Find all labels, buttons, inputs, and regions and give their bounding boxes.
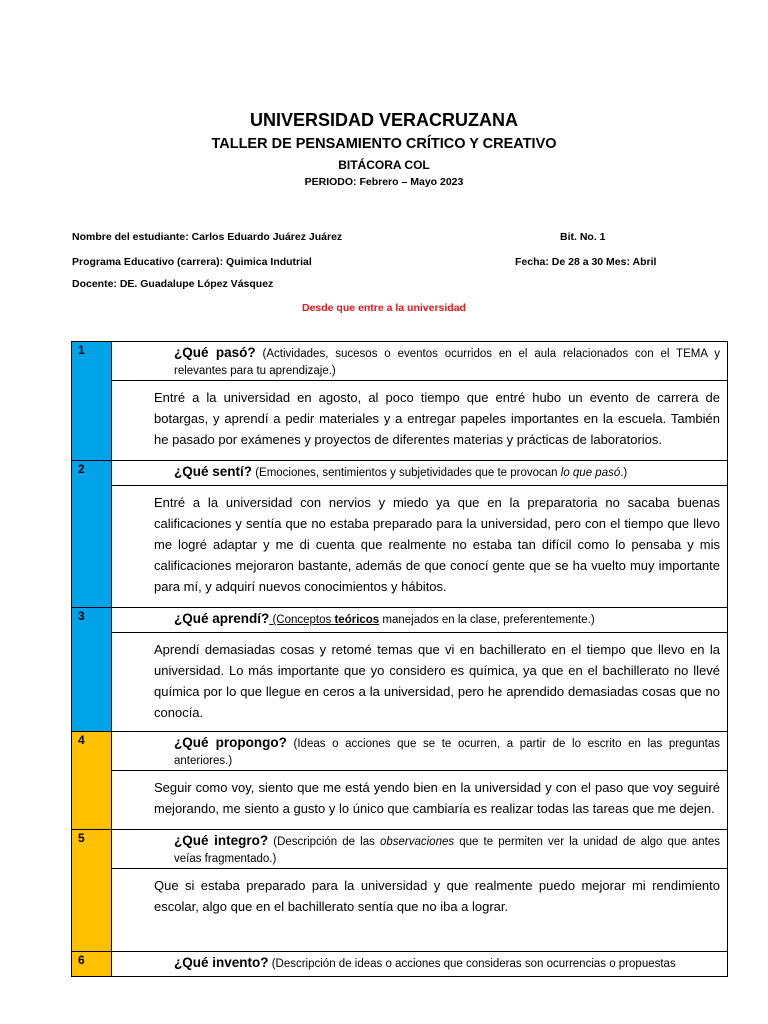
question-desc-emphasis: lo que pasó [560,467,621,479]
answer-cell [112,381,728,461]
question-title: ¿Qué propongo? [174,735,287,750]
answer-text: Que si estaba preparado para la universidad y que realmente puedo mejorar mi rendimiento escolar, algo que en el bachillerato sentía que no iba a lograr. [154,878,720,914]
question-cell [112,952,728,977]
row-number: 2 [72,461,112,608]
question-desc: (Ideas o acciones que se te ocurren, a partir de lo escrito en las preguntas anteriores.) [174,738,720,767]
table-row [72,342,728,381]
question-title: ¿Qué integro? [174,833,269,848]
log-title: BITÁCORA COL [338,158,430,172]
answer-text: Entré a la universidad en agosto, al poco tiempo que entré hubo un evento de carrera de botargas, y aprendí a pedir materiales y a entregar papeles importantes en la escuela. También he pasado por exámenes y proyectos de diferentes materias y prácticas de laboratorios. [154,390,720,447]
row-number: 3 [72,608,112,732]
university-title: UNIVERSIDAD VERACRUZANA [249,110,518,130]
row-number: 5 [72,830,112,952]
bit-number: Bit. No. 1 [560,231,606,243]
table-row [72,461,728,486]
date-label: Fecha: De 28 a 30 Mes: Abril [515,256,657,268]
question-title: ¿Qué invento? [174,955,269,970]
question-title: ¿Qué aprendí? [174,611,270,626]
row-number: 6 [72,952,112,977]
period-label: PERIODO: Febrero – Mayo 2023 [304,176,464,188]
table-row [72,952,728,977]
question-desc: (Emociones, sentimientos y subjetividades que te provocan [252,467,561,479]
question-desc-end: .) [620,467,628,479]
question-desc-end: que te permiten ver la unidad de algo que antes veías fragmentado.) [174,836,720,865]
row-number: 1 [72,342,112,461]
question-cell [112,342,728,381]
table-row [72,830,728,869]
program-label: Programa Educativo (carrera): Quimica Indutrial [72,256,312,268]
answer-cell [112,771,728,830]
teacher-label: Docente: DE. Guadalupe López Vásquez [72,278,274,290]
question-cell [112,732,728,771]
question-desc: (Actividades, sucesos o eventos ocurridos en el aula relacionados con el TEMA y relevantes para tu aprendizaje.) [174,348,720,377]
question-title: ¿Qué sentí? [174,464,253,479]
question-title: ¿Qué pasó? [174,345,256,360]
question-cell [112,830,728,869]
question-desc-emphasis: observaciones [379,836,455,848]
question-desc: (Descripción de las [268,836,380,848]
topic-label: Desde que entre a la universidad [302,302,466,314]
question-desc-end: manejados en la clase, preferentemente.) [379,614,595,626]
question-desc: (Descripción de ideas o acciones que consideras son ocurrencias o propuestas [268,958,676,970]
answer-text: Aprendí demasiadas cosas y retomé temas que vi en bachillerato en el tiempo que llevo en la universidad. Lo más importante que yo considero es química, ya que en el bachillerato no llevé química por lo que llegue en ceros a la universidad, pero he aprendido demasiadas cosas que no conocía. [154,642,720,720]
question-cell [112,608,728,633]
answer-text: Seguir como voy, siento que me está yendo bien en la universidad y con el paso que voy seguiré mejorando, me siento a gusto y lo único que cambiaría es realizar todas las tareas que me dejen. [154,780,720,816]
table-row [72,732,728,771]
question-desc-bold: teóricos [334,614,380,626]
answer-cell [112,486,728,608]
table-row [72,608,728,633]
question-desc: (Conceptos [269,614,335,626]
workshop-title: TALLER DE PENSAMIENTO CRÍTICO Y CREATIVO [211,136,557,152]
student-name: Nombre del estudiante: Carlos Eduardo Juárez Juárez [72,231,343,243]
answer-text: Entré a la universidad con nervios y miedo ya que en la preparatoria no sacaba buenas calificaciones y sentía que no estaba preparado para la universidad, pero con el tiempo que llevo me logré adaptar y me di cuenta que realmente no estaba tan difícil como lo pensaba y mis calificaciones mejoraron bastante, además de que conocí gente que se ha vuelto muy importante para mí, y adquirí nuevos conocimientos y hábitos. [154,495,720,594]
answer-cell [112,633,728,732]
row-number: 4 [72,732,112,830]
question-cell [112,461,728,486]
answer-cell [112,869,728,952]
log-table [71,341,728,977]
